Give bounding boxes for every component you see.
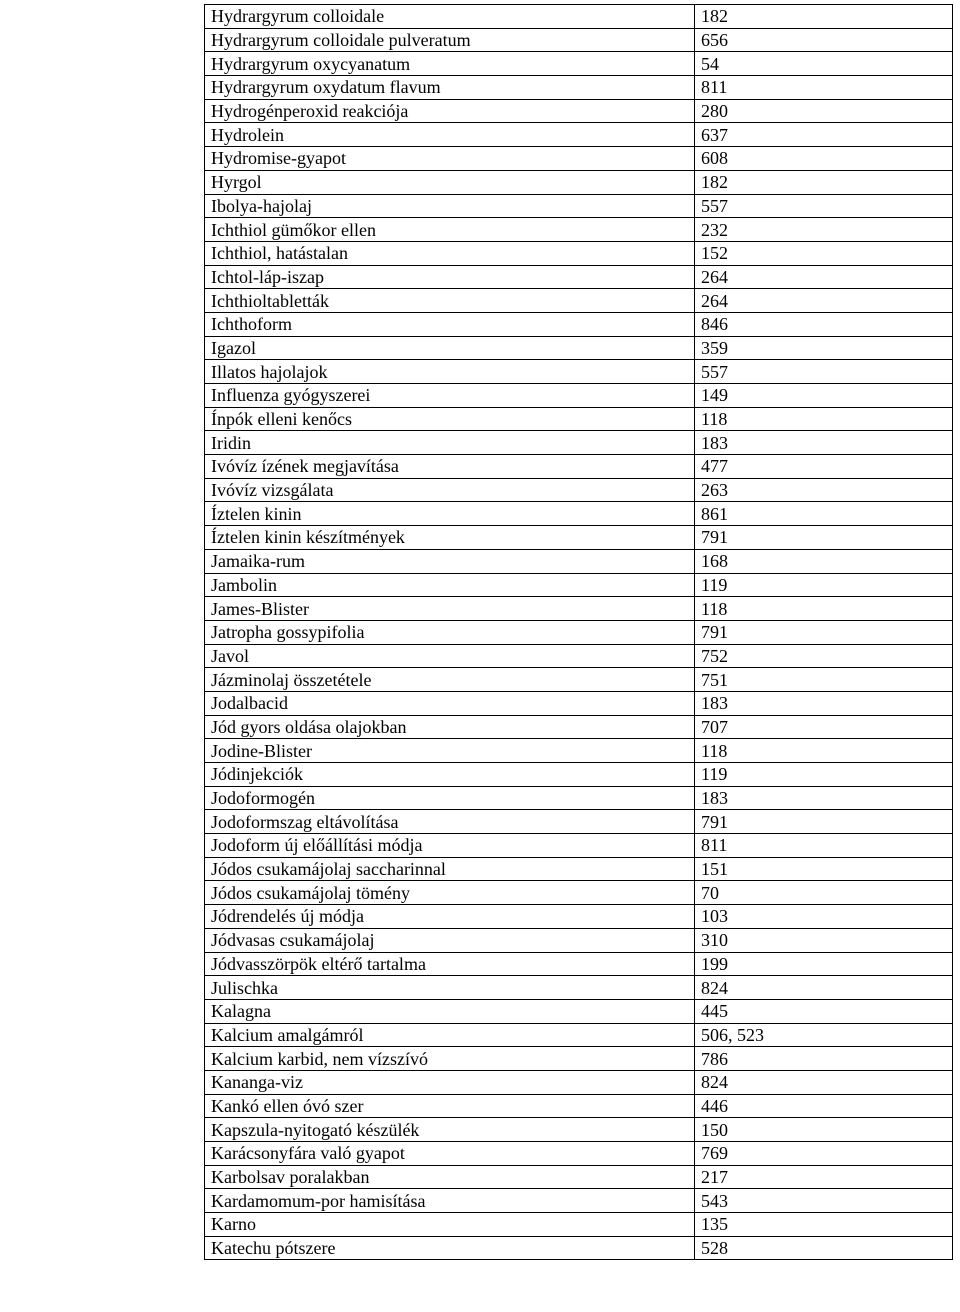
page-number: 150 (695, 1118, 953, 1142)
page-number: 118 (695, 407, 953, 431)
index-term: Jodalbacid (205, 691, 695, 715)
table-row (205, 289, 953, 313)
page-number: 263 (695, 478, 953, 502)
page-number: 557 (695, 194, 953, 218)
index-term: Hydrargyrum oxycyanatum (205, 52, 695, 76)
index-term: Ibolya-hajolaj (205, 194, 695, 218)
page-number: 477 (695, 455, 953, 479)
table-row (205, 786, 953, 810)
table-row (205, 502, 953, 526)
page-number: 446 (695, 1094, 953, 1118)
page-number: 791 (695, 526, 953, 550)
table-row (205, 312, 953, 336)
index-term: Hydrargyrum colloidale (205, 5, 695, 29)
page-number: 135 (695, 1213, 953, 1237)
index-term: Jamaika-rum (205, 549, 695, 573)
page-number: 751 (695, 668, 953, 692)
index-term: Igazol (205, 336, 695, 360)
page-number: 786 (695, 1047, 953, 1071)
index-term: Jodoform új előállítási módja (205, 834, 695, 858)
page-number: 359 (695, 336, 953, 360)
table-row (205, 265, 953, 289)
index-term: Ivóvíz vizsgálata (205, 478, 695, 502)
page-number: 264 (695, 289, 953, 313)
table-row (205, 147, 953, 171)
table-row (205, 99, 953, 123)
index-term: Íztelen kinin (205, 502, 695, 526)
page-number: 557 (695, 360, 953, 384)
table-row (205, 573, 953, 597)
table-row (205, 336, 953, 360)
index-term: Jodoformogén (205, 786, 695, 810)
table-row (205, 952, 953, 976)
page-number: 149 (695, 384, 953, 408)
index-term: Karbolsav poralakban (205, 1165, 695, 1189)
page-number: 168 (695, 549, 953, 573)
page-number: 151 (695, 857, 953, 881)
page-number: 310 (695, 928, 953, 952)
page-number: 707 (695, 715, 953, 739)
index-term: Kalcium karbid, nem vízszívó (205, 1047, 695, 1071)
table-row (205, 763, 953, 787)
index-term: Ichthioltabletták (205, 289, 695, 313)
table-row (205, 170, 953, 194)
index-term: Jódvasszörpök eltérő tartalma (205, 952, 695, 976)
index-term: Jázminolaj összetétele (205, 668, 695, 692)
table-row (205, 1118, 953, 1142)
table-row (205, 1236, 953, 1260)
index-term: Hydrogénperoxid reakciója (205, 99, 695, 123)
table-row (205, 620, 953, 644)
page-number: 824 (695, 976, 953, 1000)
table-row (205, 478, 953, 502)
table-row (205, 241, 953, 265)
page-number: 752 (695, 644, 953, 668)
page-number: 264 (695, 265, 953, 289)
index-term: Jambolin (205, 573, 695, 597)
index-term: Hydrolein (205, 123, 695, 147)
page-number: 543 (695, 1189, 953, 1213)
page-number: 791 (695, 620, 953, 644)
table-row (205, 976, 953, 1000)
table-row (205, 1023, 953, 1047)
index-term: Jatropha gossypifolia (205, 620, 695, 644)
index-term: Jód gyors oldása olajokban (205, 715, 695, 739)
table-row (205, 928, 953, 952)
page-number: 608 (695, 147, 953, 171)
page-number: 637 (695, 123, 953, 147)
table-row (205, 834, 953, 858)
table-row (205, 28, 953, 52)
page-number: 182 (695, 5, 953, 29)
index-term: Kankó ellen óvó szer (205, 1094, 695, 1118)
index-term: Jódrendelés új módja (205, 905, 695, 929)
index-term: Illatos hajolajok (205, 360, 695, 384)
index-term: Kardamomum-por hamisítása (205, 1189, 695, 1213)
table-row (205, 1094, 953, 1118)
index-term: Ínpók elleni kenőcs (205, 407, 695, 431)
index-term: Katechu pótszere (205, 1236, 695, 1260)
table-row (205, 739, 953, 763)
index-term: Ichthiol, hatástalan (205, 241, 695, 265)
page-number: 445 (695, 999, 953, 1023)
index-term: Ichthiol gümőkor ellen (205, 218, 695, 242)
table-row (205, 644, 953, 668)
index-term: Hyrgol (205, 170, 695, 194)
table-row (205, 549, 953, 573)
index-term: Kananga-viz (205, 1070, 695, 1094)
page-number: 119 (695, 573, 953, 597)
table-row (205, 881, 953, 905)
index-term: Jódos csukamájolaj tömény (205, 881, 695, 905)
table-row (205, 597, 953, 621)
table-row (205, 1213, 953, 1237)
table-row (205, 1165, 953, 1189)
page-number: 769 (695, 1142, 953, 1166)
table-row (205, 668, 953, 692)
page-number: 656 (695, 28, 953, 52)
table-row (205, 407, 953, 431)
page-number: 103 (695, 905, 953, 929)
index-term: Karácsonyfára való gyapot (205, 1142, 695, 1166)
page-number: 118 (695, 739, 953, 763)
index-term: Hydrargyrum colloidale pulveratum (205, 28, 695, 52)
table-row (205, 455, 953, 479)
page-number: 791 (695, 810, 953, 834)
page-number: 811 (695, 76, 953, 100)
page-number: 182 (695, 170, 953, 194)
index-term: Ichthoform (205, 312, 695, 336)
page-number: 152 (695, 241, 953, 265)
index-table (204, 4, 953, 1260)
table-row (205, 999, 953, 1023)
index-term: Hydromise-gyapot (205, 147, 695, 171)
page-number: 183 (695, 786, 953, 810)
page-number: 199 (695, 952, 953, 976)
table-row (205, 76, 953, 100)
index-term: Ichtol-láp-iszap (205, 265, 695, 289)
index-term: James-Blister (205, 597, 695, 621)
index-term: Iridin (205, 431, 695, 455)
table-row (205, 526, 953, 550)
table-row (205, 360, 953, 384)
index-term: Javol (205, 644, 695, 668)
index-term: Kalcium amalgámról (205, 1023, 695, 1047)
table-row (205, 1189, 953, 1213)
index-term: Kapszula-nyitogató készülék (205, 1118, 695, 1142)
index-table-body (205, 5, 953, 1260)
table-row (205, 691, 953, 715)
index-term: Hydrargyrum oxydatum flavum (205, 76, 695, 100)
table-row (205, 431, 953, 455)
page-number: 183 (695, 691, 953, 715)
index-term: Jódos csukamájolaj saccharinnal (205, 857, 695, 881)
page-number: 183 (695, 431, 953, 455)
table-row (205, 715, 953, 739)
index-term: Jodoformszag eltávolítása (205, 810, 695, 834)
page-number: 506, 523 (695, 1023, 953, 1047)
page-number: 846 (695, 312, 953, 336)
table-row (205, 123, 953, 147)
page-number: 118 (695, 597, 953, 621)
page-number: 232 (695, 218, 953, 242)
table-row (205, 1047, 953, 1071)
page-number: 861 (695, 502, 953, 526)
page-number: 217 (695, 1165, 953, 1189)
table-row (205, 1142, 953, 1166)
page-number: 280 (695, 99, 953, 123)
index-term: Karno (205, 1213, 695, 1237)
table-row (205, 857, 953, 881)
table-row (205, 810, 953, 834)
page-number: 70 (695, 881, 953, 905)
page-number: 119 (695, 763, 953, 787)
index-term: Jódvasas csukamájolaj (205, 928, 695, 952)
page-number: 528 (695, 1236, 953, 1260)
page-number: 824 (695, 1070, 953, 1094)
index-term: Íztelen kinin készítmények (205, 526, 695, 550)
table-row (205, 384, 953, 408)
index-term: Kalagna (205, 999, 695, 1023)
table-row (205, 194, 953, 218)
table-row (205, 52, 953, 76)
page-number: 811 (695, 834, 953, 858)
index-term: Influenza gyógyszerei (205, 384, 695, 408)
index-term: Julischka (205, 976, 695, 1000)
index-term: Ivóvíz ízének megjavítása (205, 455, 695, 479)
index-term: Jódinjekciók (205, 763, 695, 787)
table-row (205, 905, 953, 929)
table-row (205, 1070, 953, 1094)
page-number: 54 (695, 52, 953, 76)
table-row (205, 5, 953, 29)
table-row (205, 218, 953, 242)
index-term: Jodine-Blister (205, 739, 695, 763)
